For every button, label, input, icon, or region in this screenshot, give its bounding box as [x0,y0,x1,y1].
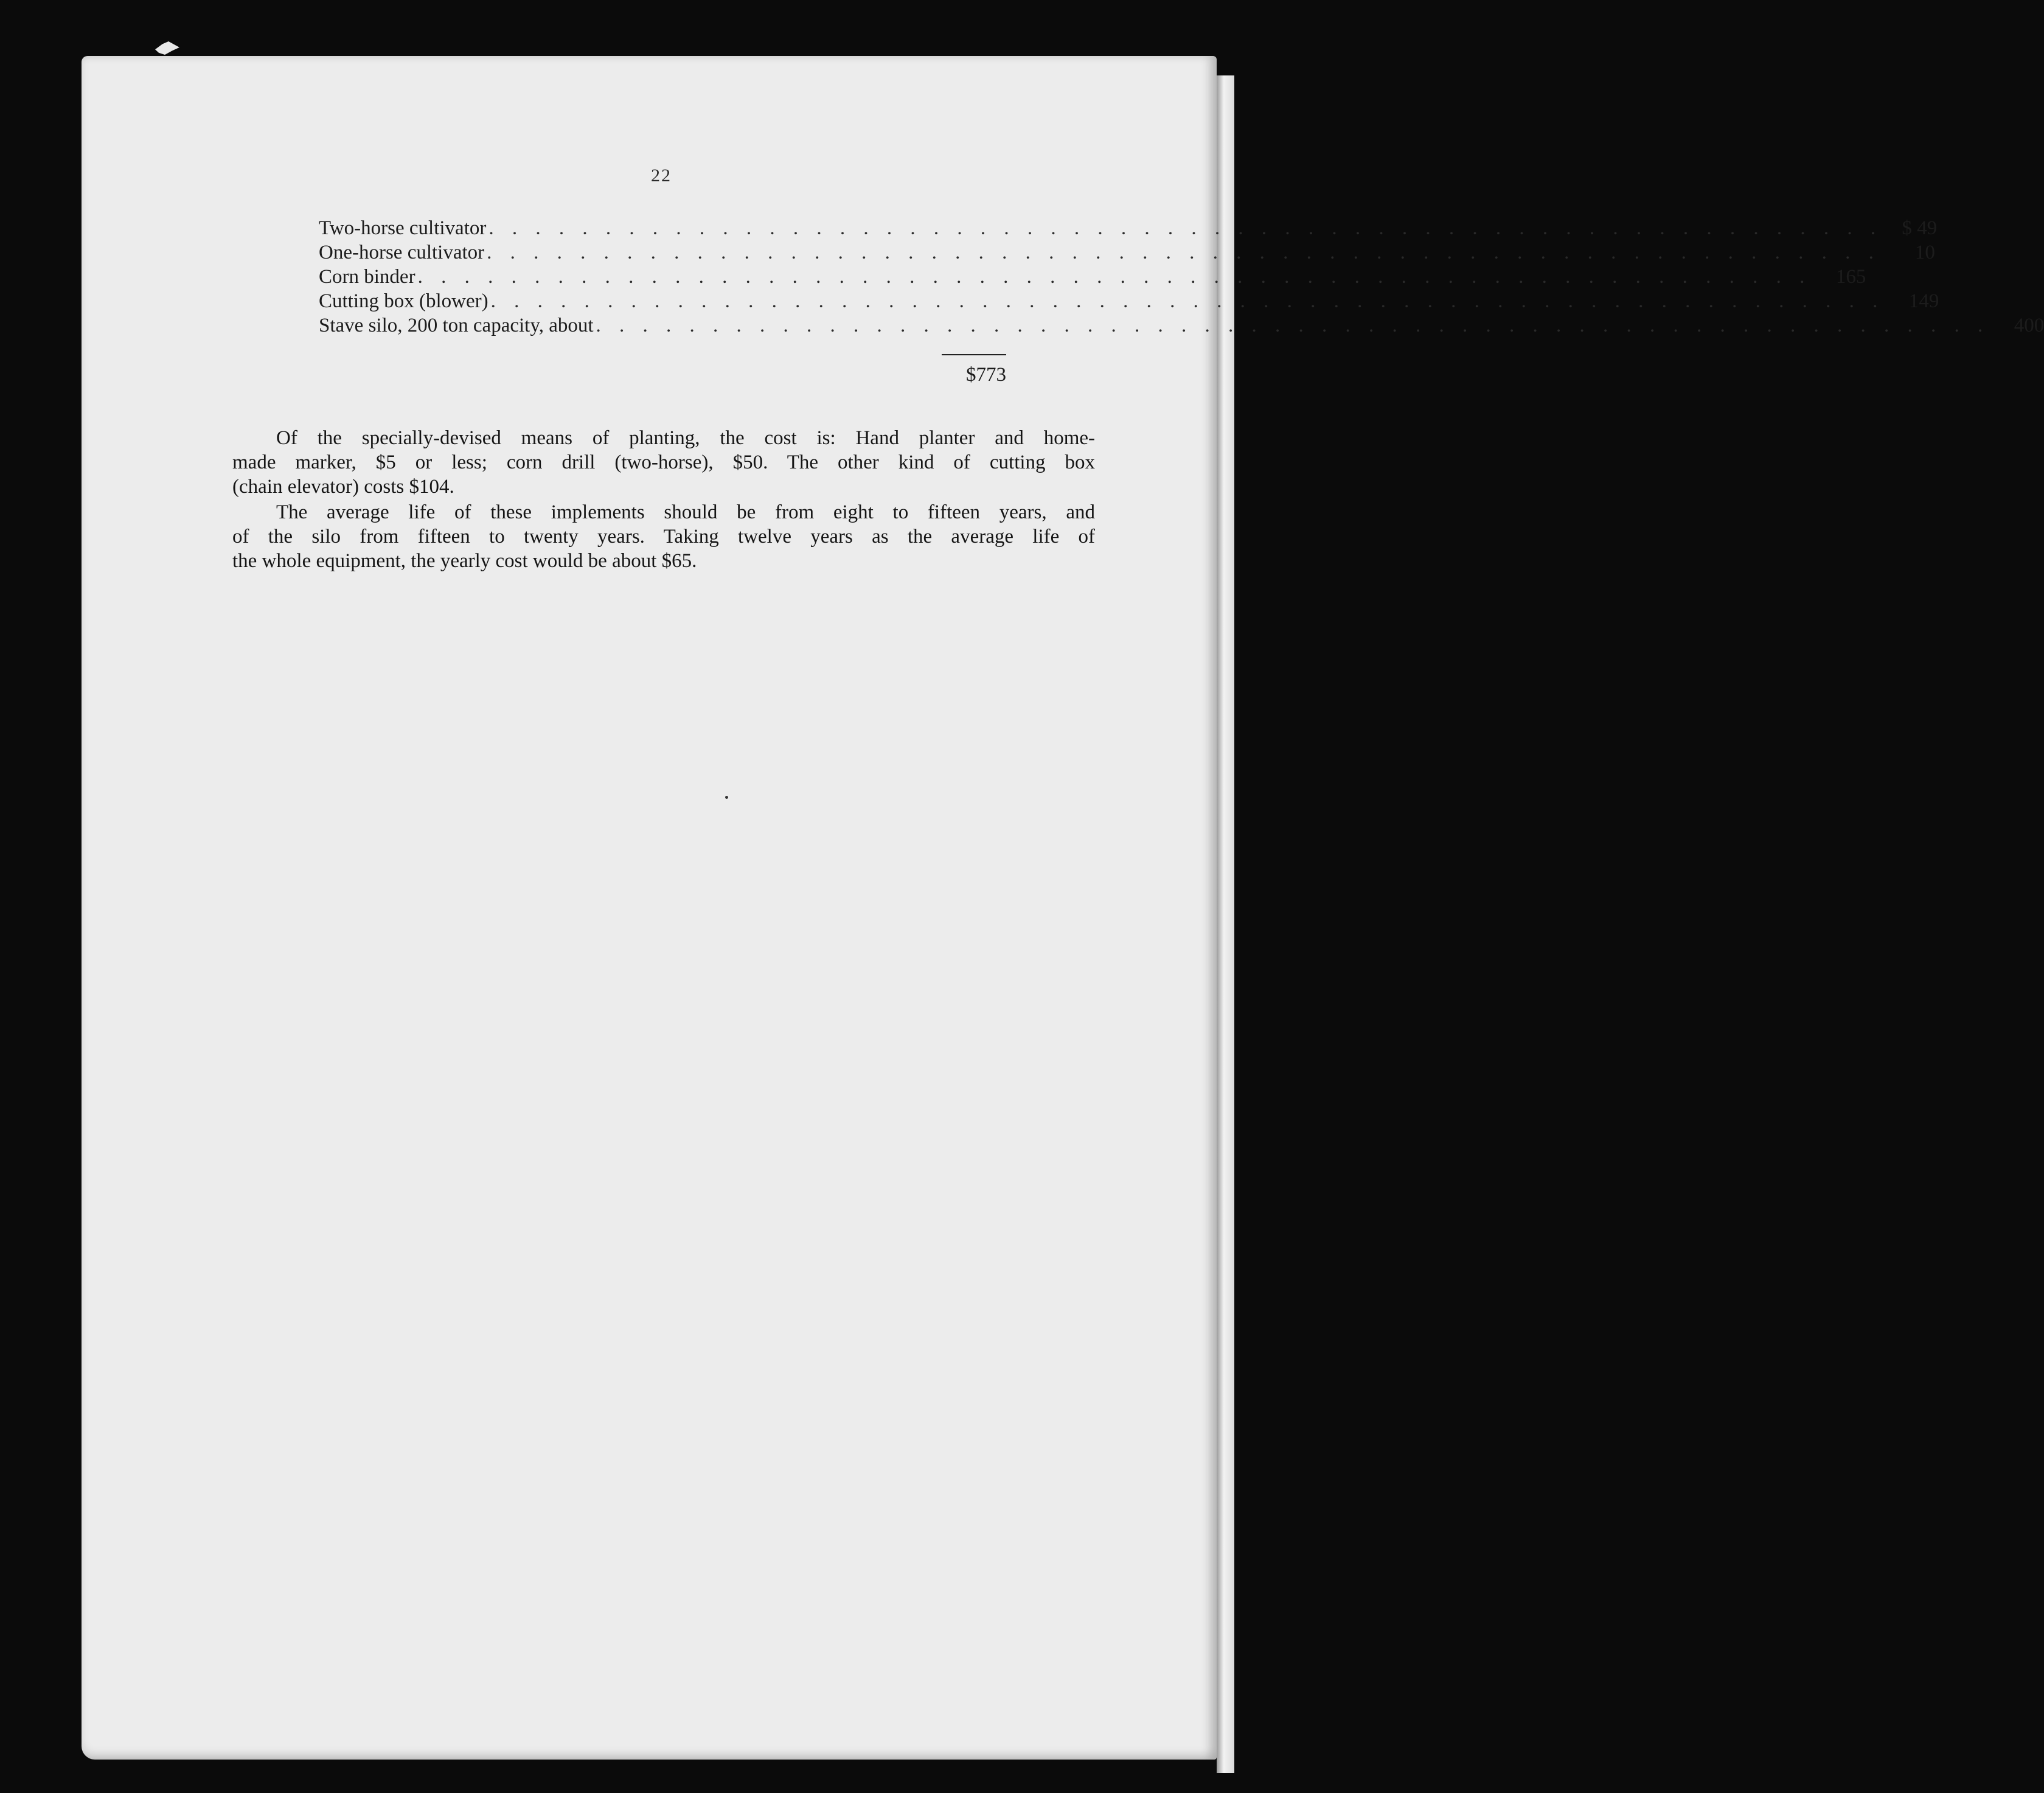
cost-item-value: 10 [1914,242,1935,263]
cost-row [319,216,1938,240]
cost-item-label: Stave silo, 200 ton capacity, about [319,315,594,336]
scan-speck [725,796,728,799]
cost-item-value: 165 [1835,266,1866,288]
page-number: 22 [651,165,672,186]
text-line: The average life of these implements should be from eight to fifteen years, and [276,501,1095,523]
total-rule [942,354,1006,355]
paragraph-planting-costs [232,426,1095,499]
cost-row [319,265,1866,289]
dot-leader: . . . . . . . . . . . . . . . . . . . . . . . . . . . . . . . . . . . . . . . . . . . . . . . . . . . . . . . . . . . . [596,315,1990,336]
cost-row [319,313,2044,338]
dot-leader: . . . . . . . . . . . . . . . . . . . . . . . . . . . . . . . . . . . . . . . . . . . . . . . . . . . . . . . . . . . . [488,217,1883,239]
cost-item-label: Cutting box (blower) [319,290,488,312]
text-line: (chain elevator) costs $104. [232,476,454,498]
text-line: the whole equipment, the yearly cost would be about $65. [232,550,697,572]
dot-leader: . . . . . . . . . . . . . . . . . . . . . . . . . . . . . . . . . . . . . . . . . . . . . . . . . . . . . . . . . . . . [487,242,1880,263]
paragraph-equipment-life [232,500,1095,573]
dot-leader: . . . . . . . . . . . . . . . . . . . . . . . . . . . . . . . . . . . . . . . . . . . . . . . . . . . . . . . . . . . . [417,266,1812,288]
cost-row [319,289,1939,313]
cost-item-value: 400 [2014,315,2044,336]
cost-item-label: One-horse cultivator [319,242,485,263]
cost-total: $773 [966,364,1006,386]
cost-item-label: Two-horse cultivator [319,217,487,239]
text-line: of the silo from fifteen to twenty years. Taking twelve years as the average life of [232,526,1095,548]
cost-row [319,240,1935,265]
cost-item-value: $ 49 [1902,217,1938,239]
cost-item-label: Corn binder [319,266,415,288]
cost-table [319,216,2044,338]
cost-item-value: 149 [1908,290,1939,312]
text-line: made marker, $5 or less; corn drill (two-horse), $50. The other kind of cutting box [232,451,1095,473]
dot-leader: . . . . . . . . . . . . . . . . . . . . . . . . . . . . . . . . . . . . . . . . . . . . . . . . . . . . . . . . . . . . [490,290,1885,312]
text-line: Of the specially-devised means of planting, the cost is: Hand planter and home- [276,427,1095,449]
